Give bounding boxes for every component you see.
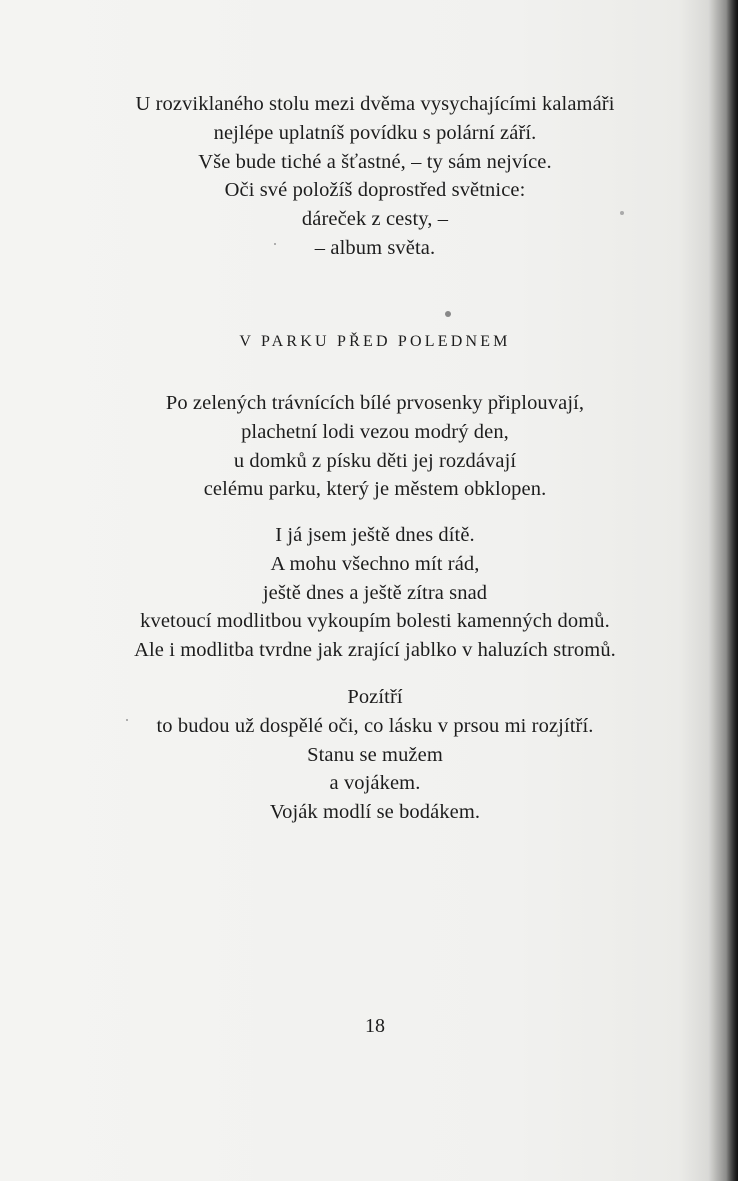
stanza-3-line: ještě dnes a ještě zítra snad xyxy=(262,581,488,604)
poem-title: V PARKU PŘED POLEDNEM xyxy=(239,333,511,350)
ink-speck xyxy=(274,243,276,245)
stanza-2-line: u domků z písku děti jej rozdávají xyxy=(233,449,517,472)
stanza-2-line: Po zelených trávnících bílé prvosenky připlouvají, xyxy=(165,392,585,414)
page-number: 18 xyxy=(365,1015,385,1037)
stanza-1-line: Oči své položíš doprostřed světnice: xyxy=(224,179,526,202)
stanza-3-line: kvetoucí modlitbou vykoupím bolesti kamenných domů. xyxy=(140,610,610,633)
ink-speck xyxy=(445,311,451,317)
stanza-4-line: Stanu se mužem xyxy=(307,743,443,766)
stanza-3 xyxy=(0,521,738,665)
stanza-4-line: a vojákem. xyxy=(329,772,421,795)
stanza-1 xyxy=(0,90,738,263)
stanza-2 xyxy=(0,389,738,504)
ink-speck xyxy=(620,211,624,215)
stanza-3-line: A mohu všechno mít rád, xyxy=(270,552,480,575)
stanza-1-line: dáreček z cesty, – xyxy=(301,208,449,231)
stanza-1-line: – album světa. xyxy=(314,236,436,259)
stanza-4-line: Pozítří xyxy=(347,686,403,708)
stanza-4-line: to budou už dospělé oči, co lásku v prsou mi rozjítří. xyxy=(156,714,594,737)
stanza-4-line: Voják modlí se bodákem. xyxy=(269,801,481,824)
stanza-1-line: U rozviklaného stolu mezi dvěma vysychajícími kalamáři xyxy=(135,93,615,115)
stanza-3-line: Ale i modlitba tvrdne jak zrající jablko v haluzích stromů. xyxy=(134,639,616,662)
ink-speck xyxy=(126,719,128,721)
stanza-1-line: nejlépe uplatníš povídku s polární září. xyxy=(213,121,537,144)
stanza-4 xyxy=(0,683,738,827)
stanza-2-line: plachetní lodi vezou modrý den, xyxy=(241,420,509,443)
stanza-1-line: Vše bude tiché a šťastné, – ty sám nejvíce. xyxy=(198,150,552,173)
stanza-3-line: I já jsem ještě dnes dítě. xyxy=(275,524,475,546)
stanza-2-line: celému parku, který je městem obklopen. xyxy=(203,478,547,501)
